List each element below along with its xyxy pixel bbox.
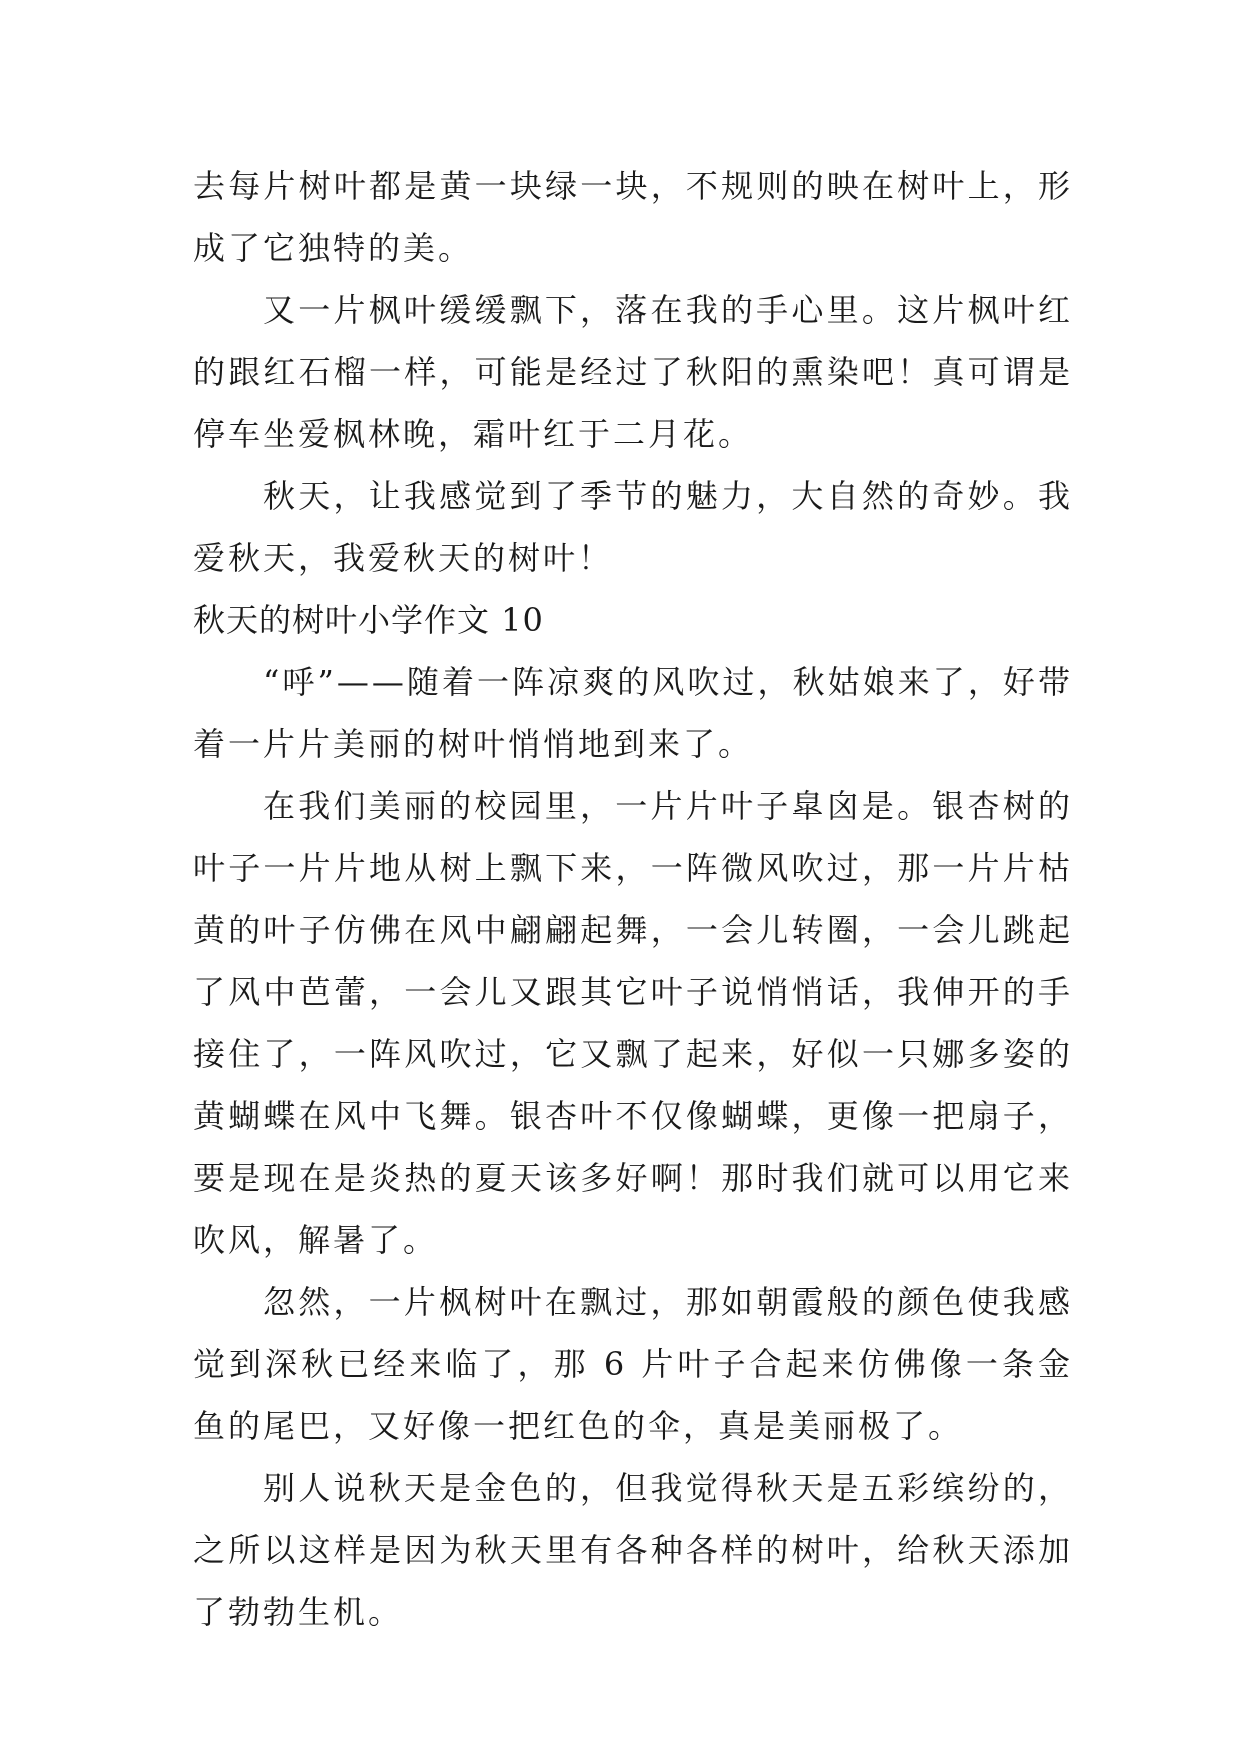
- paragraph-maple-leaf: 又一片枫叶缓缓飘下，落在我的手心里。这片枫叶红的跟红石榴一样，可能是经过了秋阳的熏染吧！真可谓是停车坐爱枫林晚，霜叶红于二月花。: [193, 291, 1073, 453]
- paragraph-continuation: 去每片树叶都是黄一块绿一块，不规则的映在树叶上，形成了它独特的美。: [193, 167, 1073, 267]
- paragraph-autumn-charm: 秋天，让我感觉到了季节的魅力，大自然的奇妙。我爱秋天，我爱秋天的树叶！: [193, 477, 1073, 577]
- document-page: [193, 155, 1073, 1643]
- essay-heading: 秋天的树叶小学作文 10: [193, 601, 544, 639]
- essay-paragraph-2: 在我们美丽的校园里，一片片叶子皐囟是。银杏树的叶子一片片地从树上飘下来，一阵微风吹过，那一片片枯黄的叶子仿佛在风中翩翩起舞，一会儿转圈，一会儿跳起了风中芭蕾，一会儿又跟其它叶子说悄悄话，我伸开的手接住了，一阵风吹过，它又飘了起来，好似一只娜多姿的黄蝴蝶在风中飞舞。银杏叶不仅像蝴蝶，更像一把扇子，要是现在是炎热的夏天该多好啊！那时我们就可以用它来吹风，解暑了。: [193, 787, 1073, 1259]
- essay-paragraph-3: 忽然，一片枫树叶在飘过，那如朝霞般的颜色使我感觉到深秋已经来临了，那 6 片叶子合起来仿佛像一条金鱼的尾巴，又好像一把红色的伞，真是美丽极了。: [193, 1283, 1073, 1445]
- essay-paragraph-1: “呼”——随着一阵凉爽的风吹过，秋姑娘来了，好带着一片片美丽的树叶悄悄地到来了。: [193, 663, 1073, 763]
- essay-paragraph-4: 别人说秋天是金色的，但我觉得秋天是五彩缤纷的，之所以这样是因为秋天里有各种各样的树叶，给秋天添加了勃勃生机。: [193, 1469, 1073, 1631]
